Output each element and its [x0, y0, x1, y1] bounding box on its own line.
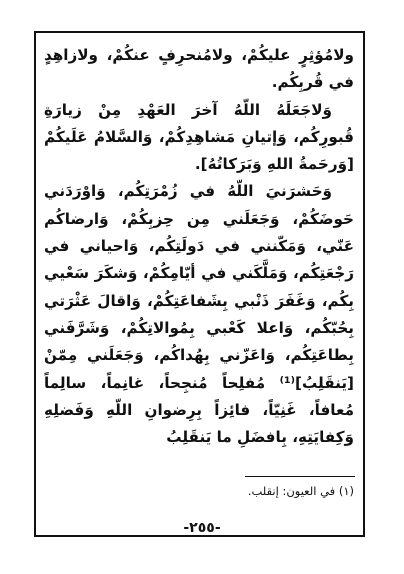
footnote: (١) في العيون: إنقلب.	[247, 484, 354, 498]
paragraph-1: ولامُؤثِرٍ عليكُمْ، ولامُنحرِفٍ عنكُمْ، ولازاهِدٍ في قُربِكُم.	[44, 46, 354, 92]
page-number: -٢٥٥-	[183, 520, 221, 536]
main-text	[44, 42, 354, 451]
paragraph-2: وَلاجَعَلَهُ اللّهُ آخرَ العَهْدِ مِنْ زيارَةِ قُبورِكُم، وَإتيانِ مَشاهِدِكُمْ، وَالسَّلامُ عَلَيكُمْ [وَرحَمةُ اللهِ وَبَرَكاتُهُ].	[44, 100, 354, 174]
footnote-separator	[245, 476, 355, 477]
paragraph-3: وَحَشرَنيَ اللّهُ في زُمْرَتِكُم، وَاوْرَدَني حَوضَكُمْ، وَجَعَلَني مِن حِزبِكُمْ، وَارضاكُم عَنّي، وَمَكّنني في دَولَتِكُم، وَاحياني في رَجْعَتِكُم، وَمَلَّكَني في أيّامِكُمْ، وَشكَرَ سَعْيي بِكُم، وَغَفَرَ ذَنْبي بِشَفاعَتِكُمْ، وَاقالَ عَثْرَتي بِحُبّكُم، وَاعلا كَعْبي بِمُوالاتِكُمْ، وَشَرَّفَني بِطاعَتِكُم، وَاعَزّني بِهُداكُم، وَجَعَلَني مِمّنْ [يَنقَلِبُ]⁽¹⁾ مُفلِحاً مُنجِحاً، غانِماً، سالِماً مُعافاً، غَنِيّاً، فائِزاً بِرِضوانِ اللّهِ وَفَضلِهِ وَكِفايَتِهِ، بِافضَلِ ما يَنقَلِبُ	[44, 182, 354, 447]
